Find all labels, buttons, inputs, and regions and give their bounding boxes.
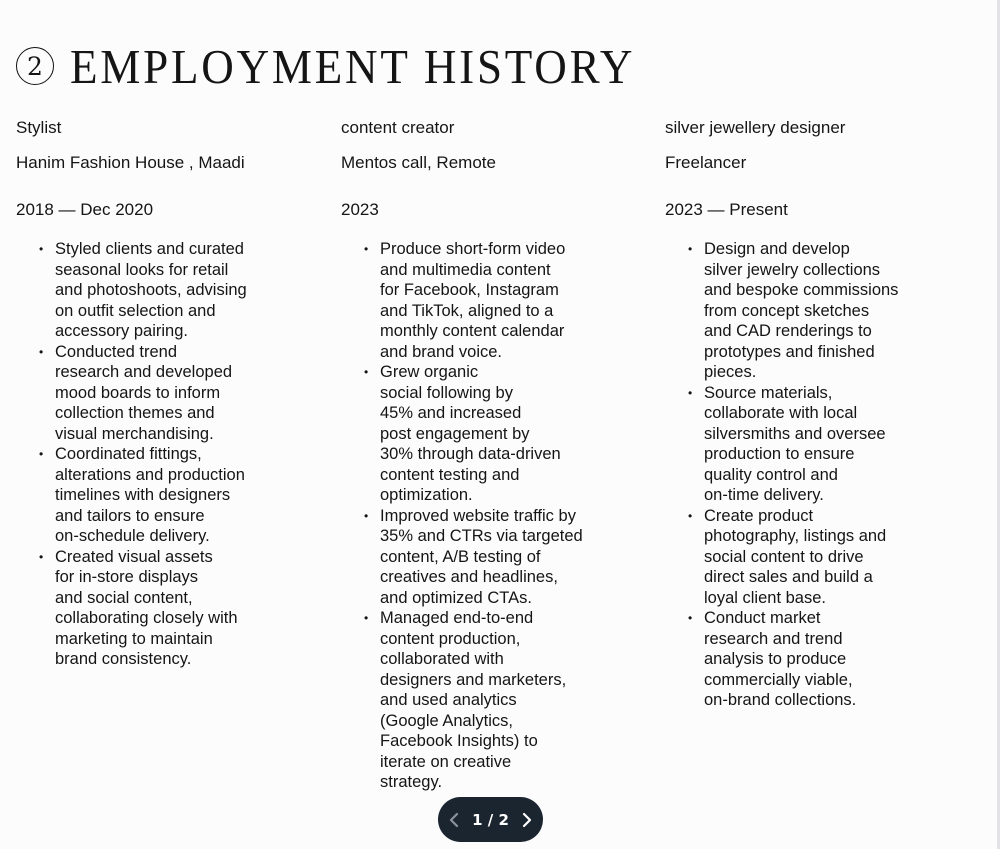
duty-list (341, 239, 641, 793)
duty-text: Create product (704, 506, 814, 525)
job-company: Mentos call, Remote (341, 153, 496, 172)
duty-text: and photoshoots, advising (55, 281, 247, 299)
duty-item (665, 506, 965, 609)
duty-text: direct sales and build a (704, 568, 873, 586)
duty-text: Facebook Insights) to (380, 732, 538, 750)
duty-text: and brand voice. (380, 342, 503, 361)
section-number-badge: 2 (16, 47, 54, 85)
duty-text: and bespoke commissions (704, 281, 899, 299)
duty-text: and optimized CTAs. (380, 588, 532, 607)
duty-text: research and trend (704, 629, 843, 648)
duty-text: Produce short-form video (380, 240, 566, 258)
duty-text: optimization. (380, 486, 473, 504)
duty-text: pieces. (704, 363, 757, 381)
duty-item (16, 342, 316, 445)
job-dates: 2023 — Present (665, 200, 788, 219)
duty-text: designers and marketers, (380, 670, 567, 689)
duty-item (341, 608, 641, 793)
page-indicator: 1 / 2 (472, 810, 509, 829)
duty-text: brand consistency. (55, 650, 192, 668)
duty-text: on outfit selection and (55, 301, 216, 320)
duty-text: Conduct market (704, 609, 821, 627)
bullet-icon: • (39, 549, 44, 564)
duty-text: iterate on creative (380, 752, 512, 771)
duty-text: and multimedia content (380, 260, 551, 279)
job-title: silver jewellery designer (665, 118, 846, 137)
job-column (341, 116, 641, 793)
job-dates: 2023 (341, 200, 379, 219)
section-title: EMPLOYMENT HISTORY (70, 38, 636, 94)
duty-text: Conducted trend (55, 342, 178, 361)
duty-text: (Google Analytics, (380, 711, 513, 730)
duty-text: strategy. (380, 773, 443, 791)
duty-text: marketing to maintain (55, 629, 213, 648)
duty-text: monthly content calendar (380, 322, 565, 340)
duty-text: on-schedule delivery. (55, 527, 210, 545)
duty-item (341, 239, 641, 362)
duty-item (16, 444, 316, 547)
duty-text: 45% and increased (380, 404, 522, 422)
section-heading (16, 38, 684, 94)
duty-item (665, 239, 965, 383)
duty-text: mood boards to inform (55, 383, 221, 402)
duty-text: and tailors to ensure (55, 506, 205, 525)
prev-page-button[interactable] (444, 805, 464, 835)
bullet-icon: • (364, 365, 369, 379)
bullet-icon: • (688, 508, 693, 523)
duty-list (16, 239, 316, 670)
duty-text: Coordinated fittings, (55, 445, 202, 463)
bullet-icon: • (688, 611, 693, 625)
duty-text: 30% through data-driven (380, 445, 561, 463)
duty-text: photography, listings and (704, 527, 887, 545)
duty-text: and social content, (55, 588, 193, 607)
duty-text: silversmiths and oversee (704, 424, 886, 443)
duty-text: accessory pairing. (55, 322, 188, 340)
bullet-icon: • (688, 242, 693, 256)
duty-text: silver jewelry collections (704, 260, 881, 279)
duty-text: prototypes and finished (704, 342, 875, 361)
duty-text: content, A/B testing of (380, 547, 541, 566)
duty-text: post engagement by (380, 424, 530, 443)
duty-text: creatives and headlines, (380, 568, 558, 586)
duty-text: commercially viable, (704, 670, 853, 689)
duty-text: Styled clients and curated (55, 240, 244, 258)
duty-text: seasonal looks for retail (55, 260, 229, 279)
duty-text: loyal client base. (704, 588, 826, 607)
duty-text: Improved website traffic by (380, 506, 576, 525)
duty-text: collaborating closely with (55, 609, 238, 627)
duty-text: collaborated with (380, 650, 504, 668)
duty-text: visual merchandising. (55, 424, 214, 443)
bullet-icon: • (364, 242, 369, 256)
duty-text: on-time delivery. (704, 486, 824, 504)
pagination-control (438, 797, 543, 842)
duty-text: content production, (380, 629, 521, 648)
bullet-icon: • (364, 508, 369, 523)
job-column (665, 116, 965, 711)
duty-text: on-brand collections. (704, 691, 857, 709)
duty-text: alterations and production (55, 465, 245, 484)
duty-item (341, 362, 641, 506)
duty-text: and CAD renderings to (704, 322, 872, 340)
bullet-icon: • (39, 242, 44, 256)
duty-text: and used analytics (380, 691, 517, 709)
duty-text: production to ensure (704, 445, 855, 463)
duty-text: research and developed (55, 363, 233, 381)
duty-text: social content to drive (704, 547, 864, 566)
duty-item (341, 506, 641, 609)
bullet-icon: • (39, 447, 44, 461)
duty-item (16, 547, 316, 670)
job-title: Stylist (16, 118, 62, 137)
chevron-right-icon (522, 812, 532, 828)
chevron-left-icon (449, 812, 459, 828)
duty-item (16, 239, 316, 342)
bullet-icon: • (688, 385, 693, 400)
next-page-button[interactable] (517, 805, 537, 835)
duty-text: Source materials, (704, 383, 833, 402)
job-column (16, 116, 316, 670)
duty-text: quality control and (704, 465, 838, 484)
duty-text: and TikTok, aligned to a (380, 301, 554, 320)
duty-text: Design and develop (704, 240, 850, 258)
duty-item (665, 383, 965, 506)
duty-text: content testing and (380, 465, 520, 484)
duty-text: collection themes and (55, 404, 215, 422)
duty-text: timelines with designers (55, 486, 231, 504)
duty-text: collaborate with local (704, 404, 858, 422)
duty-text: for in-store displays (55, 568, 199, 586)
duty-text: Created visual assets (55, 547, 213, 566)
duty-text: from concept sketches (704, 301, 870, 320)
duty-text: Managed end-to-end (380, 609, 534, 627)
duty-item (665, 608, 965, 711)
duty-text: social following by (380, 383, 513, 402)
duty-text: Grew organic (380, 363, 479, 381)
duty-text: analysis to produce (704, 650, 847, 668)
job-company: Hanim Fashion House , Maadi (16, 153, 245, 172)
bullet-icon: • (364, 611, 369, 625)
bullet-icon: • (39, 344, 44, 359)
job-title: content creator (341, 118, 455, 137)
duty-list (665, 239, 965, 711)
duty-text: 35% and CTRs via targeted (380, 527, 583, 545)
duty-text: for Facebook, Instagram (380, 281, 559, 299)
job-dates: 2018 — Dec 2020 (16, 200, 154, 219)
job-company: Freelancer (665, 153, 747, 172)
